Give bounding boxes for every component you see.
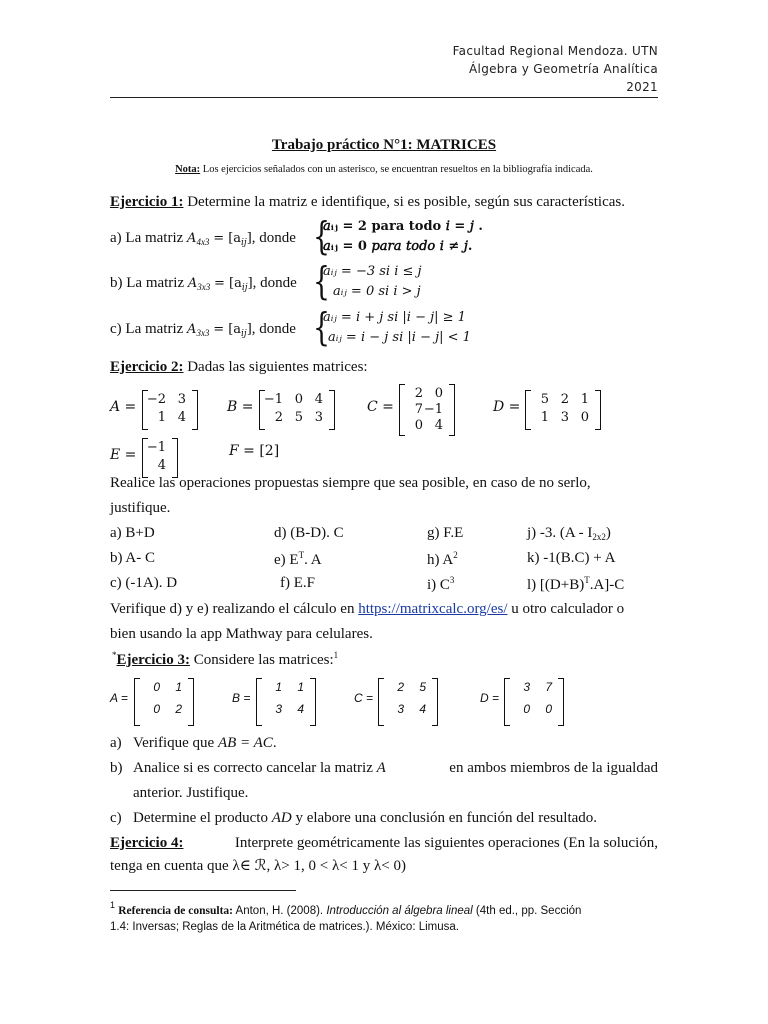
exercise-4-text: Interprete geométricamente las siguientes operaciones (En la solución, [234, 835, 658, 851]
exercise-3b-text1: Analice si es correcto cancelar la matriz [133, 760, 377, 776]
matrix-D-cell: 5 [540, 392, 549, 407]
exercise-4-heading [110, 835, 658, 852]
matrix-B-label: B = [232, 691, 251, 705]
verify-pre: Verifique d) y e) realizando el cálculo en [110, 601, 359, 617]
matrix-B-cell: 1 [275, 680, 282, 694]
matrix-C-cell: 2 [397, 680, 404, 694]
matrix-A-cell: 4 [177, 410, 186, 425]
brace-1c: { [313, 305, 330, 349]
op-l-tail: .A]-C [589, 577, 625, 593]
matrix-D-cell: 3 [560, 410, 569, 425]
op-i-text: i) C [427, 577, 450, 593]
matrix-A-right-bracket [188, 678, 194, 726]
exercise-3-heading [112, 650, 338, 669]
matrix-E-cell: 4 [157, 458, 166, 473]
op-j-text: j) -3. (A - I [527, 525, 593, 541]
exercise-3a-label: a) [110, 735, 122, 751]
matrix-A-cell: 1 [175, 680, 182, 694]
op-l-text: l) [(D+B) [527, 577, 585, 593]
exercise-3b-math: A [376, 760, 386, 776]
exercise-1c-case2: 𝑎ᵢⱼ = 𝑖 − 𝑗 𝑠𝑖 |𝑖 − 𝑗| < 1 [328, 330, 471, 345]
exercise-1c-prefix: c) La matriz [110, 321, 188, 337]
matrix-A-cell: −2 [146, 392, 166, 407]
note-text: Los ejercicios señalados con un asterisco, se encuentran resueltos en la bibliografía indicada. [200, 164, 593, 175]
op-c: c) (-1A). D [110, 575, 178, 591]
exercise-1a [110, 230, 296, 248]
brace-1a: { [313, 214, 330, 258]
footnote-text1: Anton, H. (2008). [232, 905, 327, 917]
exercise-1c-case1: 𝑎ᵢⱼ = 𝑖 + 𝑗 𝑠𝑖 |𝑖 − 𝑗| ≥ 1 [323, 310, 466, 325]
note-label: Nota: [175, 164, 201, 175]
matrix-F-label: 𝐹 = [2] [229, 443, 280, 459]
exercise-1b-ij: ij [241, 283, 248, 293]
op-k: k) -1(B.C) + A [527, 550, 616, 566]
matrix-C-cell: 7 [414, 402, 423, 417]
footnote-text2: (4th ed., pp. Sección [472, 905, 582, 917]
matrix-B-cell: 2 [274, 410, 283, 425]
matrix-C-cell: −1 [423, 402, 443, 417]
exercise-3b-body [133, 760, 658, 777]
exercise-1-text: Determine la matriz e identifique, si es posible, según sus características. [183, 194, 625, 210]
op-h-sup: 2 [453, 550, 458, 560]
exercise-3a-end: . [272, 735, 277, 751]
exercise-2-instructions-2: justifique. [110, 500, 171, 516]
exercise-1a-aij: = [a [213, 231, 242, 246]
matrix-C-cell: 3 [397, 702, 404, 716]
op-d: d) (B-D). C [274, 525, 344, 541]
exercise-1b-size: 3x3 [197, 282, 211, 292]
exercise-1-heading [110, 194, 625, 211]
exercise-3b-text2: en ambos miembros de la igualdad [449, 760, 658, 776]
header-divider [110, 97, 658, 98]
matrix-A-cell: 3 [177, 392, 186, 407]
matrix-B-cell: 4 [297, 702, 304, 716]
op-i-sup: 3 [449, 575, 455, 585]
exercise-3c-body [133, 810, 597, 827]
header-course: Álgebra y Geometría Analítica [469, 62, 658, 76]
exercise-3b-label: b) [110, 760, 123, 776]
matrix-D-label: 𝐷 = [493, 399, 521, 415]
matrix-E-label: 𝐸 = [110, 447, 137, 463]
page-title: Trabajo práctico N°1: MATRICES [271, 137, 497, 153]
exercise-1b-prefix: b) La matriz [110, 275, 188, 291]
exercise-3c-text1: Determine el producto [133, 810, 272, 826]
matrix-C-cell: 4 [434, 418, 443, 433]
matrix-A-right-bracket [192, 390, 198, 430]
exercise-3b-part1 [133, 760, 386, 777]
exercise-1a-case2: 𝑎ᵢⱼ = 0 𝑝𝑎𝑟𝑎 𝑡𝑜𝑑𝑜 𝑖 ≠ 𝑗. [323, 239, 473, 254]
brace-1b: { [313, 259, 330, 303]
exercise-1b-eq [214, 276, 253, 291]
op-f: f) E.F [280, 575, 315, 591]
exercise-1b-case2: 𝑎ᵢⱼ = 0 𝑠𝑖 𝑖 > 𝑗 [333, 284, 421, 299]
matrix-A-cell: 0 [153, 702, 160, 716]
exercise-1c-aij: = [a [213, 322, 242, 337]
matrix-C-cell: 0 [414, 418, 423, 433]
matrix-D-cell: 0 [580, 410, 589, 425]
exercise-3a-body [133, 735, 277, 752]
exercise-1c-eq [213, 322, 252, 337]
matrix-B-right-bracket [329, 390, 335, 430]
op-j-sub: 2x2 [592, 532, 606, 542]
op-h-text: h) A [427, 552, 454, 568]
exercise-1b-matrix-name: A [187, 276, 198, 291]
exercise-1c-donde: , donde [251, 321, 296, 337]
exercise-3c-label: c) [110, 810, 122, 826]
header-institution: Facultad Regional Mendoza. UTN [452, 44, 658, 58]
matrix-D-cell: 0 [523, 702, 530, 716]
exercise-1b-donde: , donde [252, 275, 297, 291]
matrix-D-cell: 7 [545, 680, 552, 694]
op-i [427, 575, 454, 594]
matrix-D-cell: 0 [545, 702, 552, 716]
op-g: g) F.E [427, 525, 464, 541]
exercise-1b [110, 275, 297, 293]
exercise-1a-prefix: a) La matriz [110, 230, 188, 246]
matrix-C-cell: 5 [419, 680, 426, 694]
exercise-1b-aij: = [a [214, 276, 242, 291]
matrix-B-cell: 1 [297, 680, 304, 694]
asterisk-mark: * [112, 650, 117, 660]
header-year: 2021 [626, 80, 658, 94]
matrix-C-cell: 0 [434, 386, 443, 401]
exercise-3a-text: Verifique que [133, 735, 218, 751]
op-j [527, 525, 611, 542]
matrixcalc-link[interactable]: https://matrixcalc.org/es/ [358, 601, 508, 617]
matrix-A-label: A = [110, 691, 128, 705]
verify-line [110, 601, 624, 618]
footnote-divider [110, 890, 296, 891]
verify-line-2: bien usando la app Mathway para celulares. [110, 626, 373, 642]
op-a: a) B+D [110, 525, 155, 541]
matrix-B-cell: 3 [275, 702, 282, 716]
exercise-1a-eq [213, 231, 252, 246]
verify-post: u otro calculador o [507, 601, 625, 617]
op-l-sup: T [584, 575, 590, 585]
matrix-C-right-bracket [432, 678, 438, 726]
matrix-A-cell: 2 [175, 702, 182, 716]
exercise-1a-ij: ij [241, 238, 247, 248]
matrix-D-cell: 1 [580, 392, 589, 407]
matrix-C-cell: 4 [419, 702, 426, 716]
matrix-A-label: 𝐴 = [110, 399, 137, 415]
exercise-1a-size: 4x3 [196, 237, 210, 247]
op-e-tail: . A [304, 552, 322, 568]
matrix-C-label: C = [354, 691, 374, 705]
op-e-sup: T [298, 550, 305, 560]
matrix-B-right-bracket [310, 678, 316, 726]
exercise-1a-matrix-name: A [187, 231, 197, 246]
matrix-C-label: 𝐶 = [367, 399, 394, 415]
matrix-D-right-bracket [558, 678, 564, 726]
exercise-1b-close: ] [247, 276, 253, 291]
exercise-1c-close: ] [246, 322, 252, 337]
op-e-text: e) E [274, 552, 299, 568]
exercise-4-text-2: tenga en cuenta que λ∈ ℛ, λ> 1, 0 < λ< 1 y λ< 0) [110, 858, 406, 874]
exercise-1a-close: ] [246, 231, 252, 246]
exercise-1c-matrix-name: A [187, 322, 197, 337]
matrix-D-cell: 1 [540, 410, 549, 425]
exercise-3-text: Considere las matrices: [189, 652, 334, 668]
matrix-B-cell: 5 [294, 410, 303, 425]
matrix-B-label: 𝐵 = [227, 399, 254, 415]
exercise-1c [110, 321, 296, 339]
exercise-1c-ij: ij [241, 329, 247, 339]
matrix-E-right-bracket [172, 438, 178, 478]
exercise-3-label: Ejercicio 3: [116, 652, 190, 668]
matrix-B-cell: 3 [314, 410, 323, 425]
exercise-4-label: Ejercicio 4: [110, 835, 184, 851]
footnote-ref: 1 [333, 650, 339, 660]
exercise-1-label: Ejercicio 1: [110, 194, 184, 210]
matrix-C-right-bracket [449, 384, 455, 436]
exercise-3a-math: AB = AC [217, 735, 273, 751]
matrix-D-cell: 2 [560, 392, 569, 407]
exercise-2-instructions: Realice las operaciones propuestas siempre que sea posible, en caso de no serlo, [110, 475, 591, 491]
exercise-1a-case1: 𝑎ᵢⱼ = 2 para todo 𝑖 = 𝑗 . [323, 219, 483, 234]
footnote-book: Introducción al álgebra lineal [326, 905, 473, 917]
matrix-B-cell: 4 [314, 392, 323, 407]
exercise-3a [110, 735, 122, 752]
matrix-D-right-bracket [595, 390, 601, 430]
matrix-D-label: D = [480, 691, 500, 705]
exercise-2-text: Dadas las siguientes matrices: [183, 359, 368, 375]
op-l [527, 575, 624, 594]
matrix-A-cell: 1 [157, 410, 166, 425]
matrix-D-cell: 3 [523, 680, 530, 694]
footnote-line2: 1.4: Inversas; Reglas de la Aritmética de matrices.). México: Limusa. [110, 921, 459, 933]
exercise-2-label: Ejercicio 2: [110, 359, 184, 375]
op-h [427, 550, 458, 569]
exercise-3c-text2: y elabore una conclusión en función del resultado. [291, 810, 598, 826]
op-e [274, 550, 322, 569]
exercise-1a-donde: , donde [251, 230, 296, 246]
exercise-1c-size: 3x3 [196, 328, 210, 338]
op-j-close: ) [605, 525, 611, 541]
footnote [110, 897, 658, 935]
exercise-1b-case1: 𝑎ᵢⱼ = −3 𝑠𝑖 𝑖 ≤ 𝑗 [323, 264, 422, 279]
matrix-B-cell: 0 [294, 392, 303, 407]
matrix-A-cell: 0 [153, 680, 160, 694]
note [0, 164, 768, 175]
footnote-number: 1 [110, 900, 116, 910]
matrix-B-cell: −1 [263, 392, 283, 407]
exercise-3c-math: AD [271, 810, 292, 826]
exercise-2-heading [110, 359, 368, 376]
matrix-C-cell: 2 [414, 386, 423, 401]
matrix-E-cell: −1 [146, 440, 166, 455]
op-b: b) A- C [110, 550, 155, 566]
footnote-label: Referencia de consulta: [118, 905, 233, 917]
exercise-3b-text3: anterior. Justifique. [133, 785, 249, 801]
